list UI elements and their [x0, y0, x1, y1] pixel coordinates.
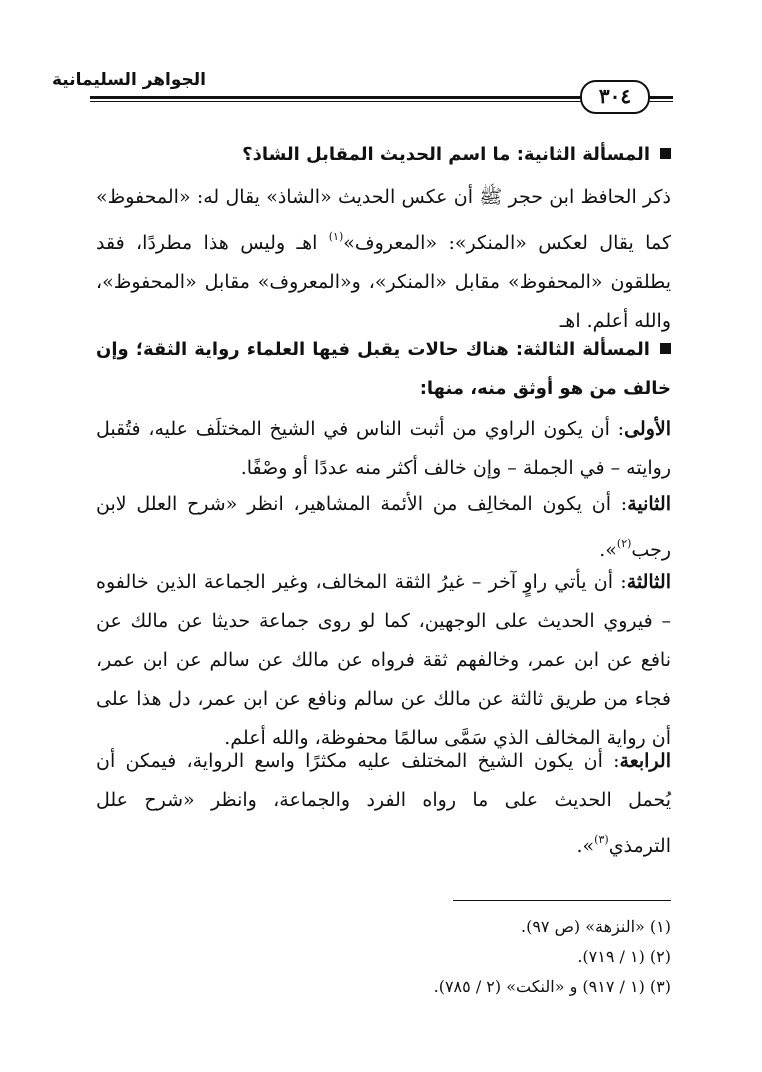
paragraph-lead: الأولى [624, 418, 671, 440]
paragraph-second [96, 485, 671, 570]
heading-question: ما اسم الحديث المقابل الشاذ؟ [242, 144, 511, 165]
footnote-ref-3[interactable]: (٣) [594, 833, 609, 846]
footnote-2: (٢) (١ / ٧١٩). [577, 947, 671, 966]
footnote-ref-2[interactable]: (٢) [616, 537, 632, 550]
paragraph-end: ». [576, 835, 595, 857]
section-heading-q3 [96, 330, 671, 408]
paragraph-lead: الرابعة [619, 750, 671, 772]
paragraph-q2-body [96, 178, 671, 341]
footnote-3: (٣) (١ / ٩١٧) و «النكت» (٢ / ٧٨٥). [433, 977, 671, 996]
heading-label: المسألة الثالثة: [515, 339, 650, 360]
paragraph-text: ذكر الحافظ ابن حجر ﷺ أن عكس الحديث «الشاذ» يقال له: «المحفوظ» كما يقال لعكس «المنكر»: «المعروف» [96, 186, 672, 254]
paragraph-lead: الثالثة [626, 571, 671, 593]
paragraph-first [96, 410, 671, 488]
running-header-title: الجواهر السليمانية [51, 70, 206, 90]
square-bullet-icon [660, 343, 671, 354]
paragraph-end: ». [599, 539, 617, 561]
footnote-1: (١) «النزهة» (ص ٩٧). [520, 917, 671, 936]
paragraph-third [96, 563, 671, 758]
page-number: ٣٠٤ [580, 80, 650, 114]
paragraph-fourth [96, 742, 671, 866]
square-bullet-icon [660, 148, 671, 159]
paragraph-text: : أن يكون الشيخ المختلف عليه مكثرًا واسع الرواية، فيمكن أن يُحمل الحديث على ما رواه الفرد والجماعة، وانظر «شرح علل الترمذي [96, 750, 671, 857]
section-heading-q2 [96, 135, 671, 174]
paragraph-lead: الثانية [627, 493, 671, 515]
header-rule-end [648, 96, 673, 102]
paragraph-text-cont: اهـ وليس هذا مطردًا، فقد يطلقون «المحفوظ» مقابل «المنكر»، و«المعروف» مقابل «المحفوظ»، والله أعلم. اهـ [96, 232, 671, 332]
footnotes [200, 912, 671, 1002]
heading-label: المسألة الثانية: [516, 144, 650, 165]
paragraph-text: : أن يأتي راوٍ آخر – غيرُ الثقة المخالف، وغير الجماعة الذين خالفوه – فيروي الحديث على الوجهين، كما لو روى جماعة حديثا عن مالك عن نافع عن ابن عمر، وخالفهم ثقة فرواه عن مالك عن سالم عن ابن عمر، فجاء من طريق ثالثة عن مالك عن سالم ونافع عن ابن عمر، دل هذا على أن رواية المخالف الذي سَمَّى سالمًا محفوظة، والله أعلم. [96, 571, 671, 749]
paragraph-text: : أن يكون الراوي من أثبت الناس في الشيخ المختلَف عليه، فتُقبل روايته – في الجملة – وإن خالف أكثر منه عددًا أو وصْفًا. [96, 418, 671, 479]
footnote-ref-1[interactable]: (١) [328, 230, 344, 243]
header-rule [90, 96, 658, 102]
footnote-separator [453, 900, 671, 901]
paragraph-text: : أن يكون المخالِف من الأئمة المشاهير، انظر «شرح العلل لابن رجب [96, 493, 671, 561]
heading-question: هناك حالات يقبل فيها العلماء رواية الثقة؛ وإن خالف من هو أوثق منه، منها: [96, 339, 671, 399]
